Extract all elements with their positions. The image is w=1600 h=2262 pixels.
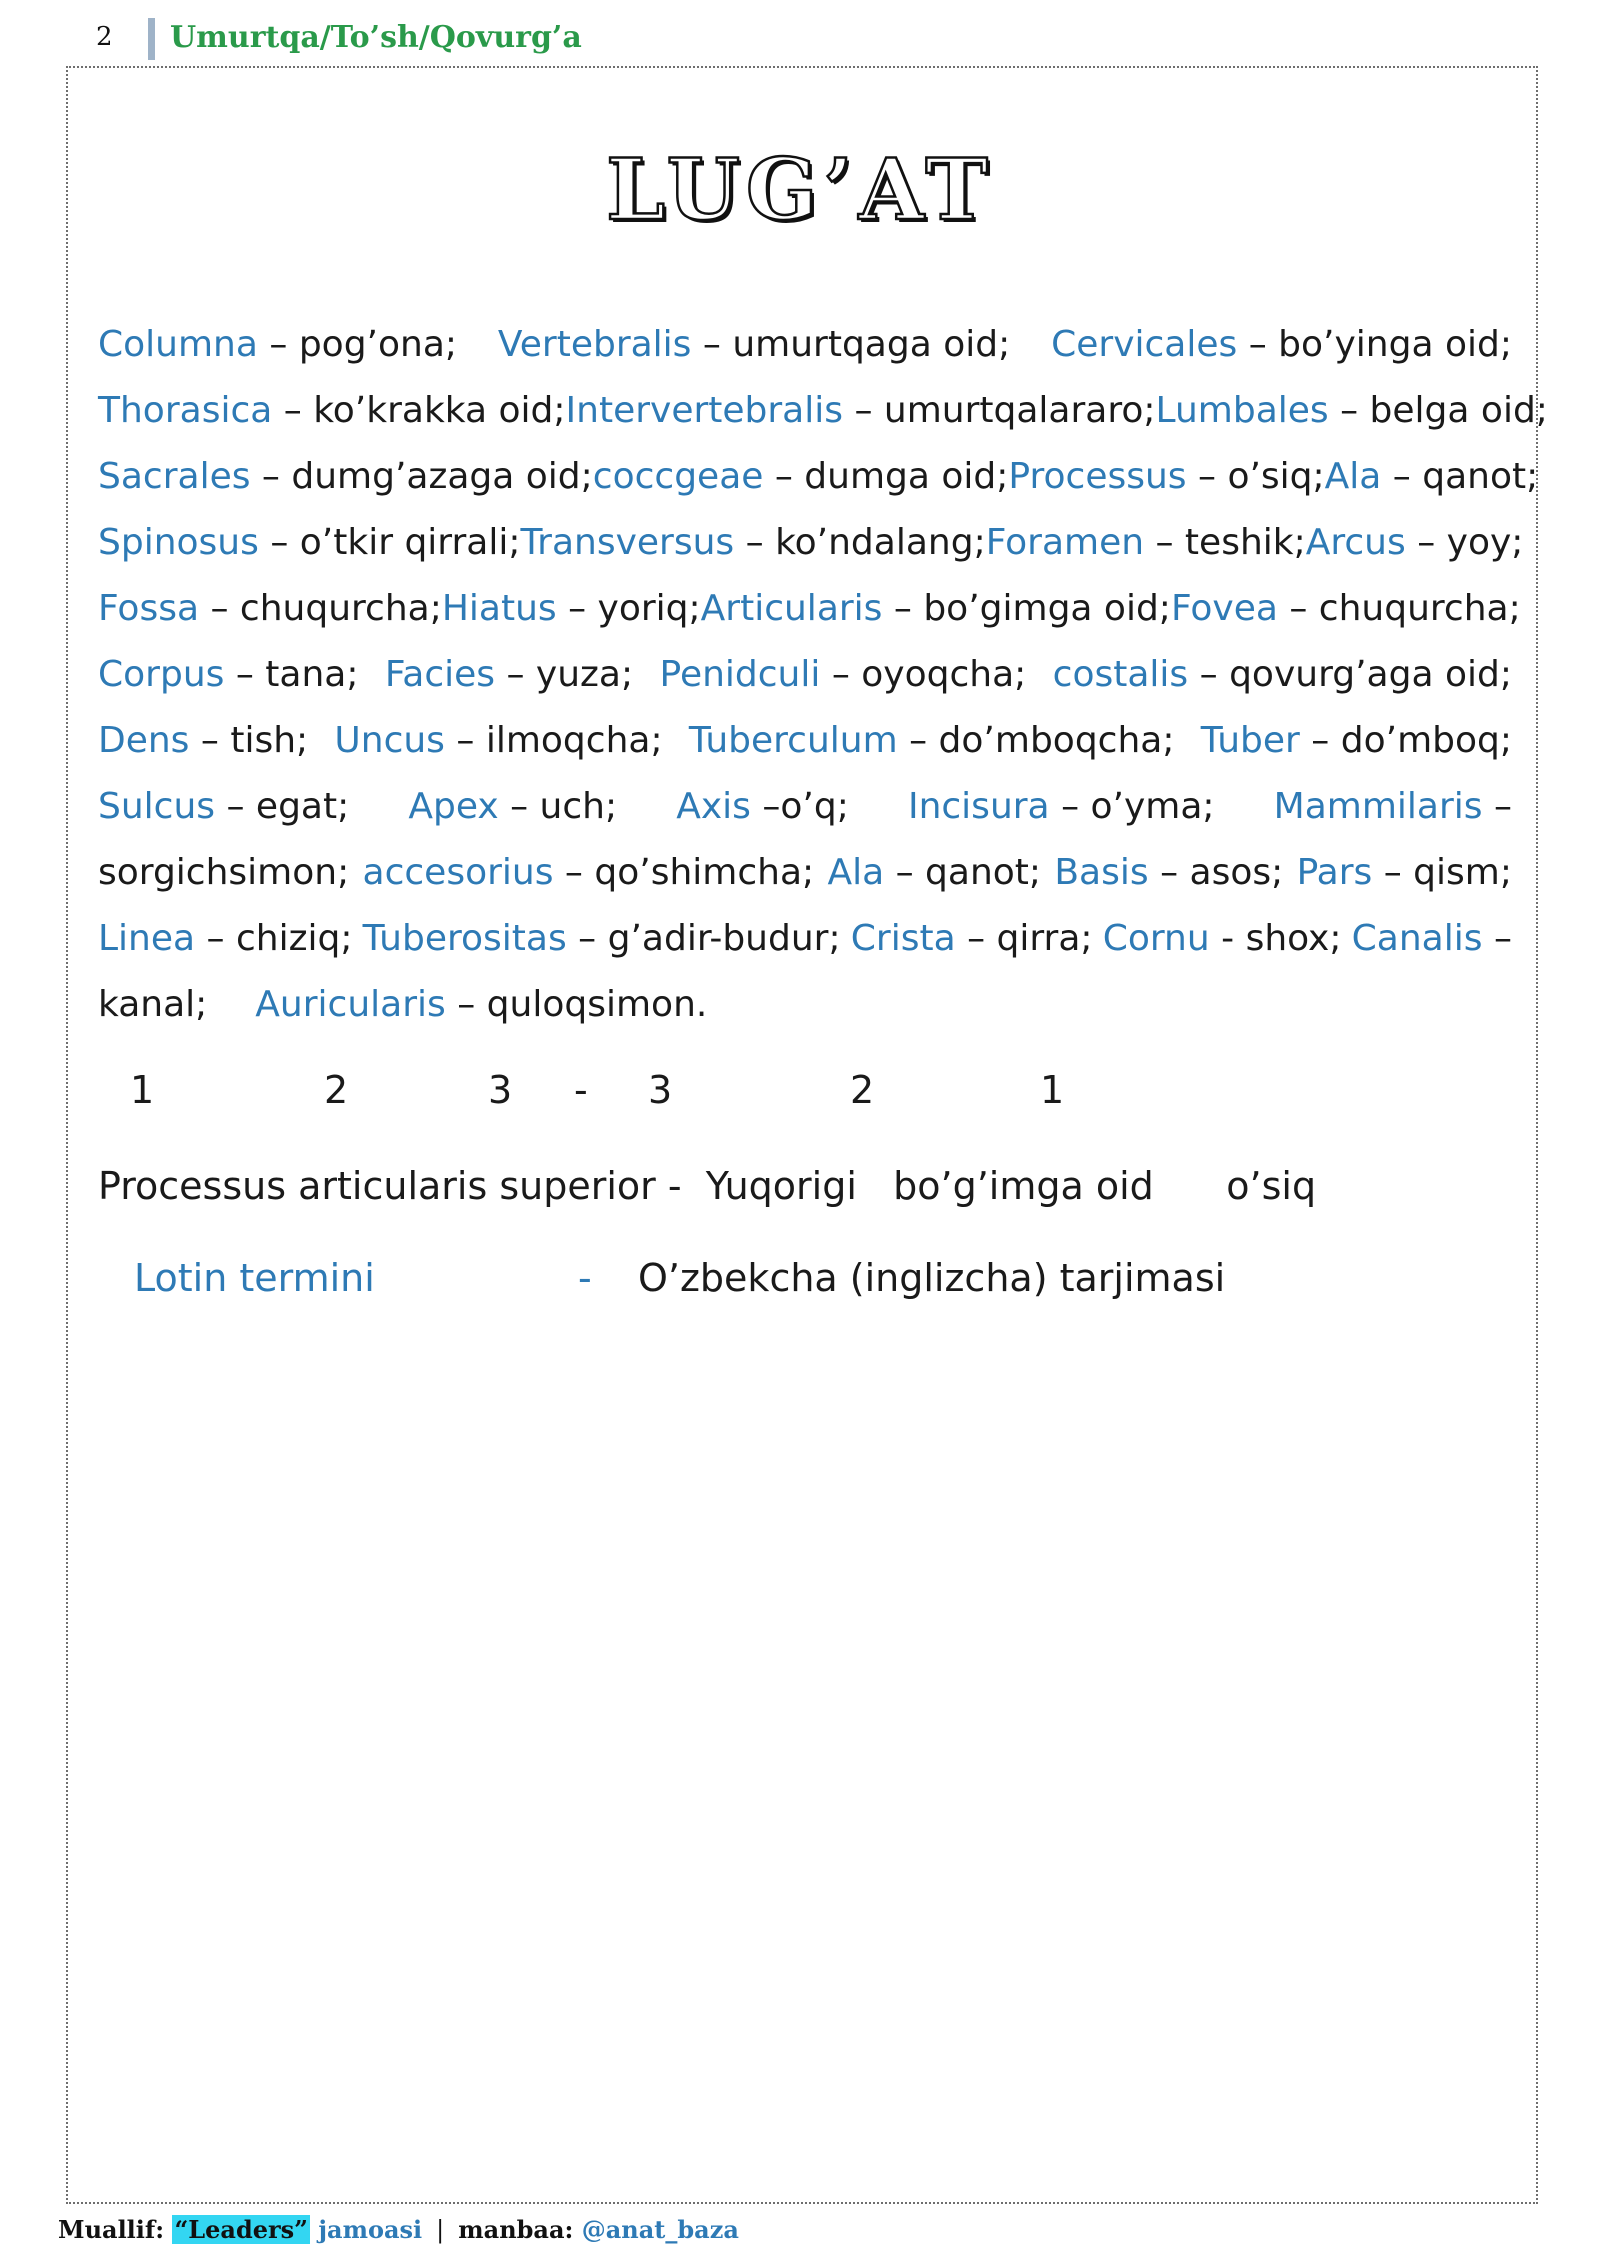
glossary (98, 312, 1548, 1038)
latin-term: Intervertebralis (565, 390, 844, 431)
latin-term: costalis (1052, 654, 1189, 695)
glossary-entry (1325, 444, 1539, 510)
legend-dash: - (578, 1256, 592, 1300)
term-translation: – qism; (1372, 852, 1512, 893)
latin-term: Dens (98, 720, 190, 761)
term-translation: – qovurg’aga oid; (1188, 654, 1512, 695)
page-header (0, 18, 1600, 62)
glossary-entry (1274, 774, 1512, 840)
glossary-row (98, 510, 1524, 576)
term-translation: – qanot; (884, 852, 1042, 893)
glossary-entry (98, 774, 349, 840)
term-translation: – oyoqcha; (820, 654, 1027, 695)
term-translation: – o’siq; (1186, 456, 1325, 497)
term-translation: – dumga oid; (763, 456, 1009, 497)
latin-term: Processus (1008, 456, 1187, 497)
glossary-entry (98, 576, 442, 642)
latin-term: Basis (1054, 852, 1149, 893)
term-translation: – asos; (1148, 852, 1284, 893)
glossary-entry (1053, 642, 1512, 708)
latin-term: Foramen (985, 522, 1145, 563)
latin-term: Crista (850, 918, 956, 959)
numbering-marker: 3 (488, 1068, 513, 1112)
term-translation: – pog’ona; (257, 324, 458, 365)
glossary-entry (1054, 840, 1283, 906)
latin-term: Tuberculum (688, 720, 898, 761)
footer-team-highlight: “Leaders” (174, 2215, 308, 2244)
term-translation: – ilmoqcha; (444, 720, 663, 761)
term-translation: – (1482, 786, 1512, 827)
glossary-entry (1051, 312, 1512, 378)
term-translation: – chiziq; (195, 918, 353, 959)
latin-term: Corpus (98, 654, 225, 695)
term-translation: - shox; (1209, 918, 1342, 959)
term-translation: – qo’shimcha; (553, 852, 815, 893)
latin-term: Sacrales (98, 456, 251, 497)
numbering-row (98, 1068, 1512, 1128)
latin-term: Fossa (98, 588, 200, 629)
glossary-entry (1306, 510, 1524, 576)
latin-term: Arcus (1305, 522, 1406, 563)
term-translation: – do’mboq; (1299, 720, 1512, 761)
glossary-entry (498, 312, 1010, 378)
glossary-entry (1171, 576, 1521, 642)
glossary-entry (98, 906, 352, 972)
glossary-entry (363, 840, 815, 906)
latin-term: Spinosus (98, 522, 259, 563)
footer-author-label: Muallif: (58, 2215, 173, 2244)
glossary-row (98, 906, 1512, 972)
glossary-entry (676, 774, 849, 840)
glossary-entry (1297, 840, 1512, 906)
glossary-entry (408, 774, 617, 840)
header-divider (148, 18, 155, 60)
legend-latin-label: Lotin termini (134, 1256, 375, 1300)
latin-term: Uncus (334, 720, 445, 761)
glossary-entry (1008, 444, 1324, 510)
latin-term: Canalis (1351, 918, 1483, 959)
numbering-marker: 2 (850, 1068, 875, 1112)
term-translation: – teshik; (1144, 522, 1306, 563)
term-translation: – yoy; (1405, 522, 1524, 563)
term-translation: –o’q; (750, 786, 849, 827)
term-translation: sorgichsimon; (98, 852, 350, 893)
term-translation: – tana; (224, 654, 359, 695)
page-footer (58, 2215, 739, 2244)
latin-term: Ala (827, 852, 885, 893)
glossary-entry (689, 708, 1175, 774)
latin-term: Axis (676, 786, 751, 827)
legend-translation-label: O’zbekcha (inglizcha) tarjimasi (638, 1256, 1226, 1300)
term-translation: – qirra; (955, 918, 1093, 959)
latin-term: Articularis (700, 588, 883, 629)
latin-term: Tuberositas (362, 918, 567, 959)
glossary-row (98, 576, 1521, 642)
latin-term: Sulcus (98, 786, 216, 827)
legend (134, 1256, 1512, 1316)
glossary-entry (827, 840, 1041, 906)
glossary-entry (98, 840, 349, 906)
term-translation: – o’yma; (1049, 786, 1215, 827)
term-translation: – dumg’azaga oid; (250, 456, 593, 497)
term-translation: – bo’yinga oid; (1237, 324, 1512, 365)
term-translation: – egat; (215, 786, 350, 827)
term-translation: – o’tkir qirrali; (258, 522, 521, 563)
glossary-entry (566, 378, 1156, 444)
glossary-entry (520, 510, 985, 576)
latin-term: Facies (384, 654, 496, 695)
glossary-entry (1103, 906, 1342, 972)
term-translation: – belga oid; (1328, 390, 1548, 431)
term-translation: – bo’gimga oid; (882, 588, 1171, 629)
term-translation: – qanot; (1381, 456, 1539, 497)
numbering-marker: 3 (648, 1068, 673, 1112)
glossary-entry (98, 642, 358, 708)
latin-term: Thorasica (98, 390, 273, 431)
glossary-row (98, 444, 1539, 510)
term-translation: – ko’krakka oid; (272, 390, 566, 431)
glossary-entry (385, 642, 633, 708)
latin-term: Cornu (1102, 918, 1210, 959)
latin-term: Lumbales (1155, 390, 1329, 431)
latin-term: Tuber (1200, 720, 1300, 761)
latin-term: Cervicales (1051, 324, 1238, 365)
latin-term: accesorius (362, 852, 554, 893)
glossary-entry (98, 444, 593, 510)
example-term: Processus articularis superior - Yuqorigi bo’g’imga oid o’siq (98, 1164, 1317, 1208)
term-translation: kanal; (98, 984, 208, 1025)
glossary-entry (442, 576, 701, 642)
glossary-entry (98, 972, 207, 1038)
term-translation: – uch; (498, 786, 618, 827)
glossary-entry (363, 906, 841, 972)
latin-term: coccgeae (592, 456, 764, 497)
glossary-row (98, 972, 1512, 1038)
glossary-entry (255, 972, 707, 1038)
numbering-marker: 1 (1040, 1068, 1065, 1112)
page-number: 2 (96, 22, 113, 52)
footer-source-link[interactable]: @anat_baza (581, 2215, 739, 2244)
glossary-entry (593, 444, 1009, 510)
glossary-row (98, 708, 1512, 774)
glossary-row (98, 312, 1512, 378)
footer-team-suffix: jamoasi (309, 2215, 423, 2244)
latin-term: Incisura (907, 786, 1050, 827)
glossary-entry (98, 378, 566, 444)
latin-term: Transversus (520, 522, 735, 563)
term-translation: – chuqurcha; (199, 588, 442, 629)
glossary-entry (701, 576, 1171, 642)
footer-source-label: manbaa: (458, 2215, 582, 2244)
latin-term: Apex (408, 786, 499, 827)
glossary-entry (98, 708, 308, 774)
latin-term: Auricularis (255, 984, 446, 1025)
latin-term: Pars (1296, 852, 1373, 893)
glossary-entry (98, 312, 457, 378)
term-translation: – chuqurcha; (1277, 588, 1521, 629)
glossary-entry (1156, 378, 1548, 444)
running-header-title: Umurtqa/To’sh/Qovurg’a (170, 20, 582, 55)
term-translation: – umurtqaga oid; (691, 324, 1011, 365)
glossary-entry (1201, 708, 1512, 774)
latin-term: Linea (98, 918, 196, 959)
numbering-marker: 1 (130, 1068, 155, 1112)
latin-term: Fovea (1170, 588, 1278, 629)
term-translation: – yuza; (495, 654, 634, 695)
term-translation: – (1482, 918, 1512, 959)
numbering-marker: 2 (324, 1068, 349, 1112)
footer-separator: | (436, 2216, 445, 2244)
latin-term: Ala (1324, 456, 1382, 497)
glossary-entry (1352, 906, 1512, 972)
term-translation: – do’mboqcha; (897, 720, 1175, 761)
glossary-row (98, 378, 1548, 444)
term-translation: – tish; (189, 720, 309, 761)
term-translation: – yoriq; (556, 588, 701, 629)
term-translation: – quloqsimon. (445, 984, 708, 1025)
term-translation: – g’adir-budur; (566, 918, 841, 959)
glossary-entry (660, 642, 1027, 708)
latin-term: Hiatus (441, 588, 557, 629)
glossary-entry (851, 906, 1093, 972)
glossary-entry (334, 708, 662, 774)
glossary-row (98, 642, 1512, 708)
latin-term: Columna (98, 324, 258, 365)
glossary-entry (908, 774, 1215, 840)
latin-term: Vertebralis (497, 324, 692, 365)
latin-term: Penidculi (659, 654, 821, 695)
numbering-marker: - (574, 1068, 588, 1112)
page-title: LUG’AT (606, 140, 994, 239)
glossary-entry (986, 510, 1306, 576)
term-translation: – ko’ndalang; (734, 522, 986, 563)
glossary-row (98, 840, 1512, 906)
glossary-entry (98, 510, 520, 576)
term-translation: – umurtqalararo; (843, 390, 1156, 431)
latin-term: Mammilaris (1273, 786, 1483, 827)
glossary-row (98, 774, 1512, 840)
